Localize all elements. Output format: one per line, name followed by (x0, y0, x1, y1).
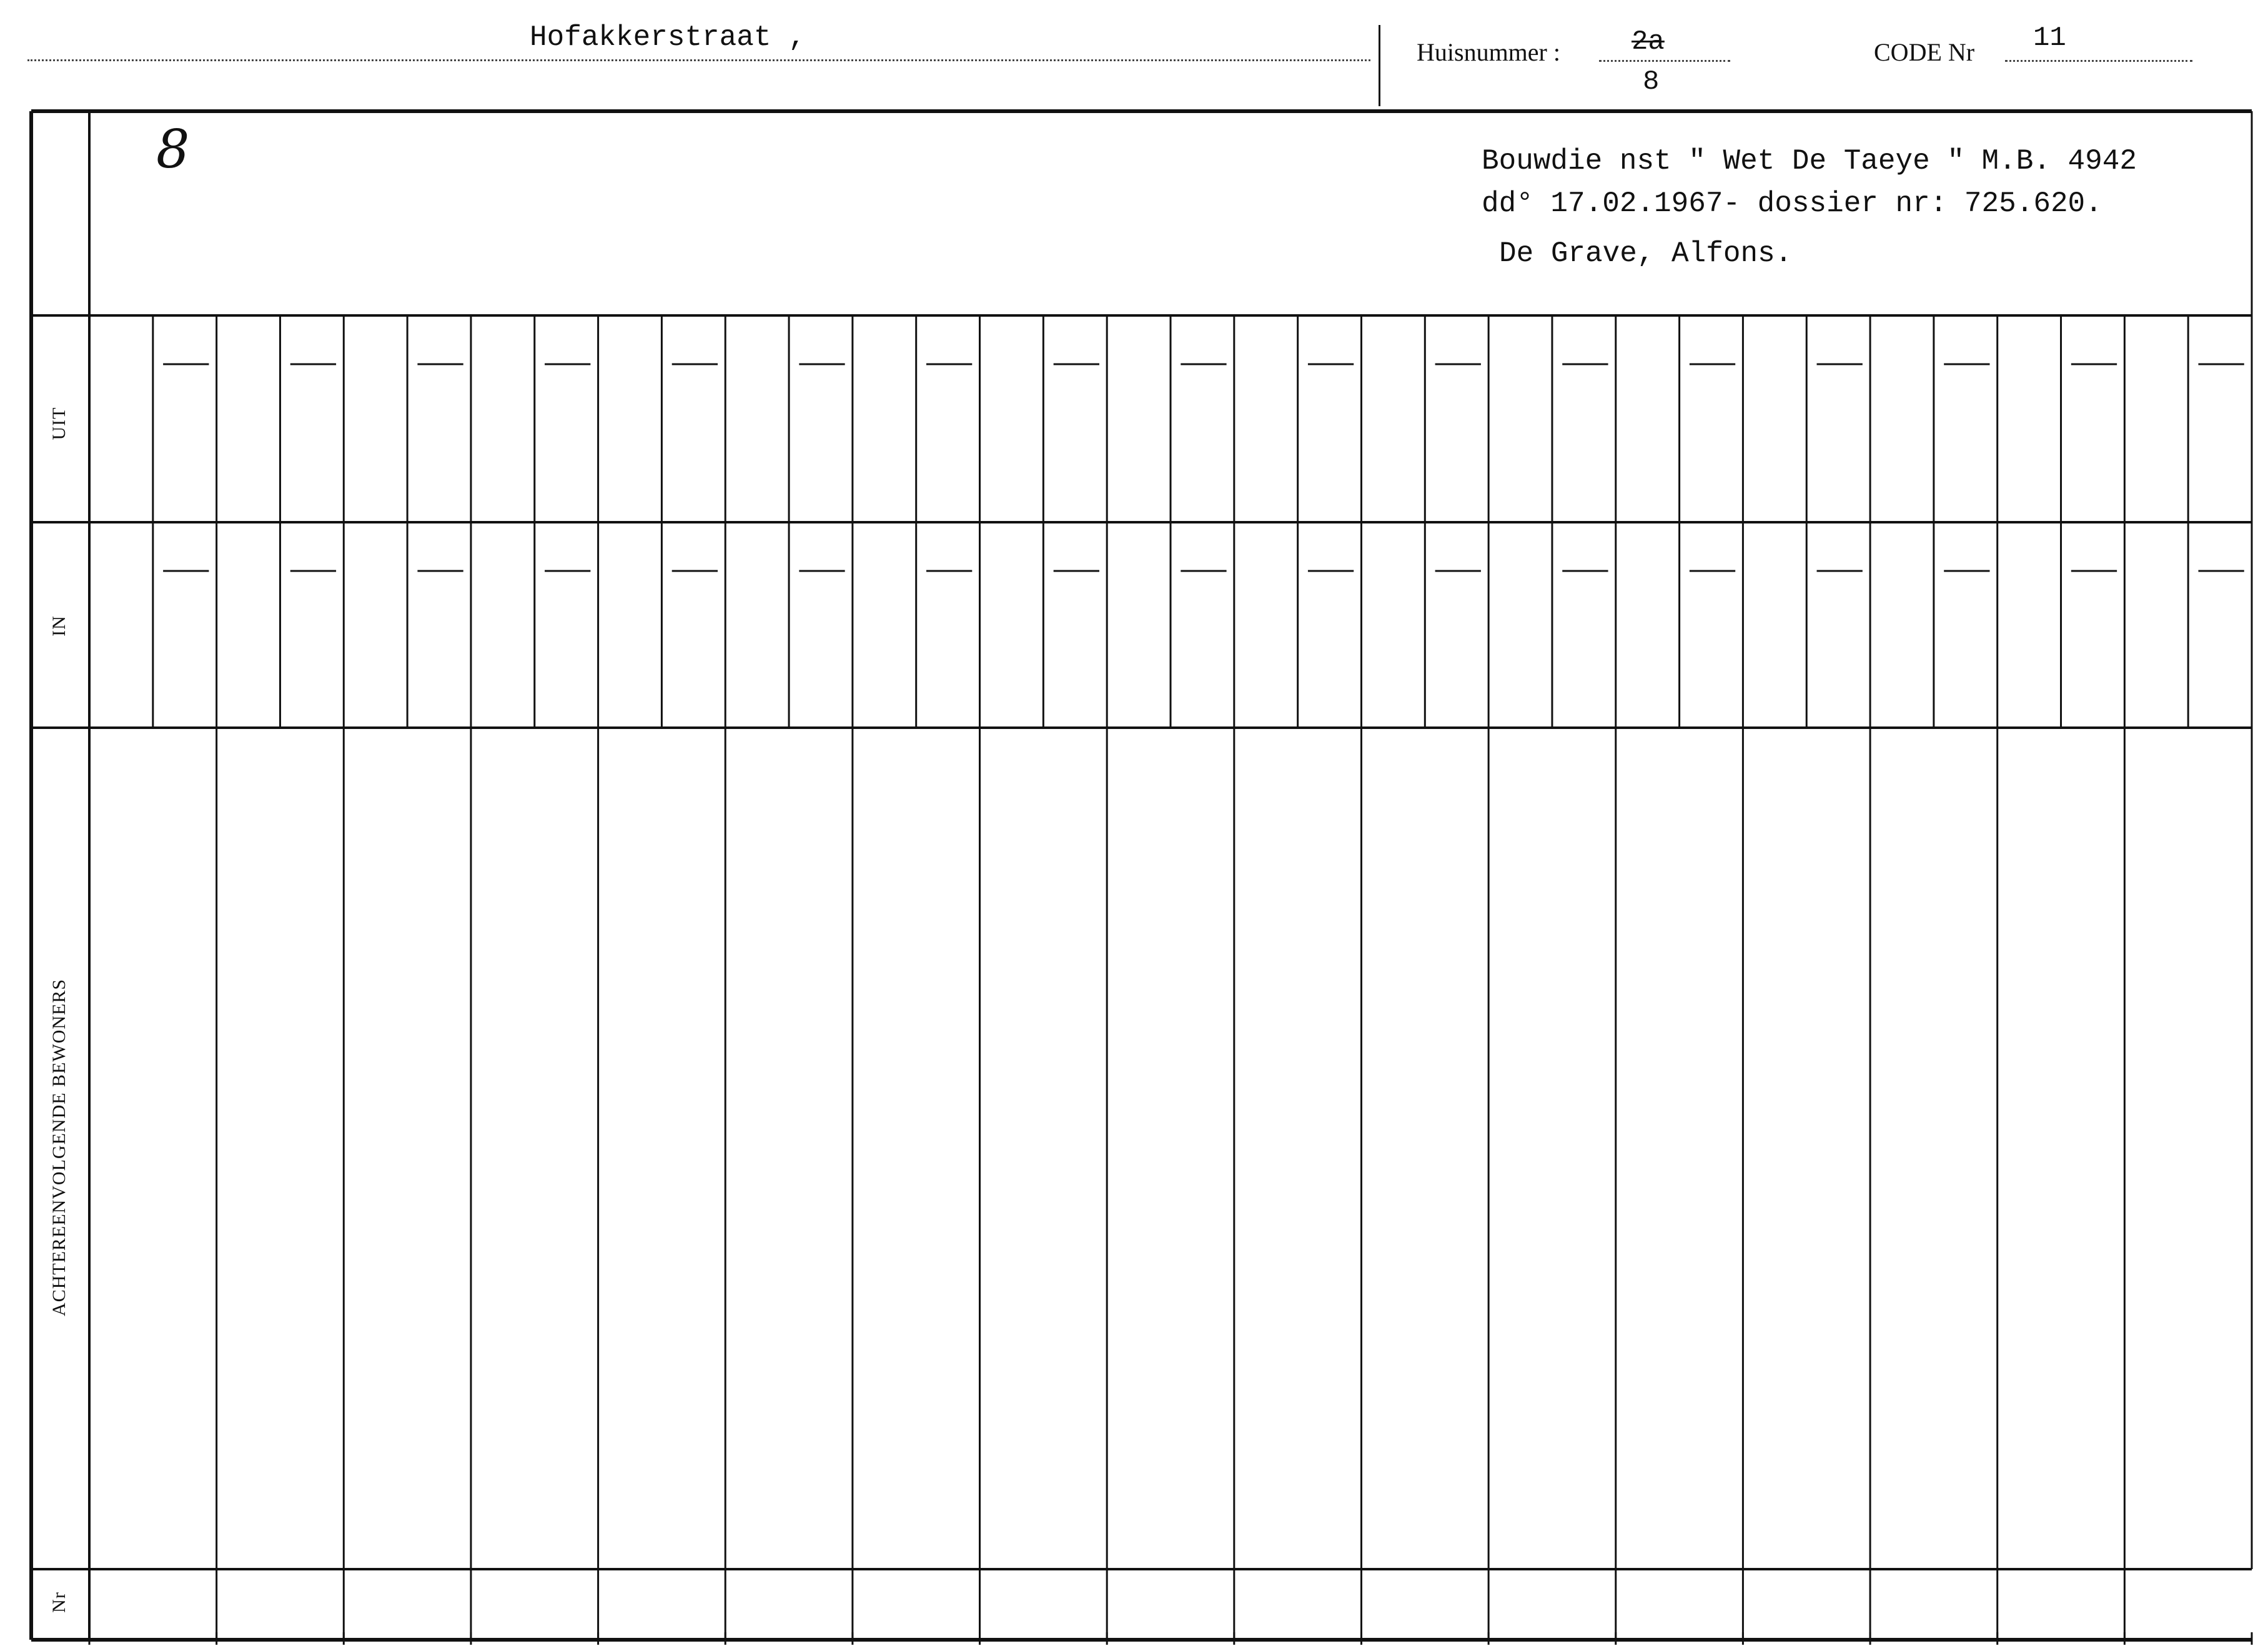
row-label-bewoners: ACHTEREENVOLGENDE BEWONERS (49, 978, 69, 1317)
huisnummer-new-value: 8 (1643, 66, 1660, 97)
code-label: CODE Nr (1874, 38, 1975, 66)
row-label-uit: UIT (49, 407, 69, 440)
code-value: 11 (2033, 22, 2066, 54)
typed-note-line2: dd° 17.02.1967- dossier nr: 725.620. (1482, 187, 2102, 220)
typed-note-line3: De Grave, Alfons. (1499, 237, 1793, 270)
huisnummer-label: Huisnummer : (1417, 38, 1560, 66)
handwritten-number: 8 (156, 119, 190, 180)
street-name: Hofakkerstraat , (530, 21, 806, 54)
typed-note-line1: Bouwdie nst " Wet De Taeye " M.B. 4942 (1482, 145, 2137, 177)
huisnummer-old-value: 2a (1632, 26, 1665, 57)
row-label-nr: Nr (49, 1592, 69, 1613)
row-label-in: IN (49, 615, 69, 637)
